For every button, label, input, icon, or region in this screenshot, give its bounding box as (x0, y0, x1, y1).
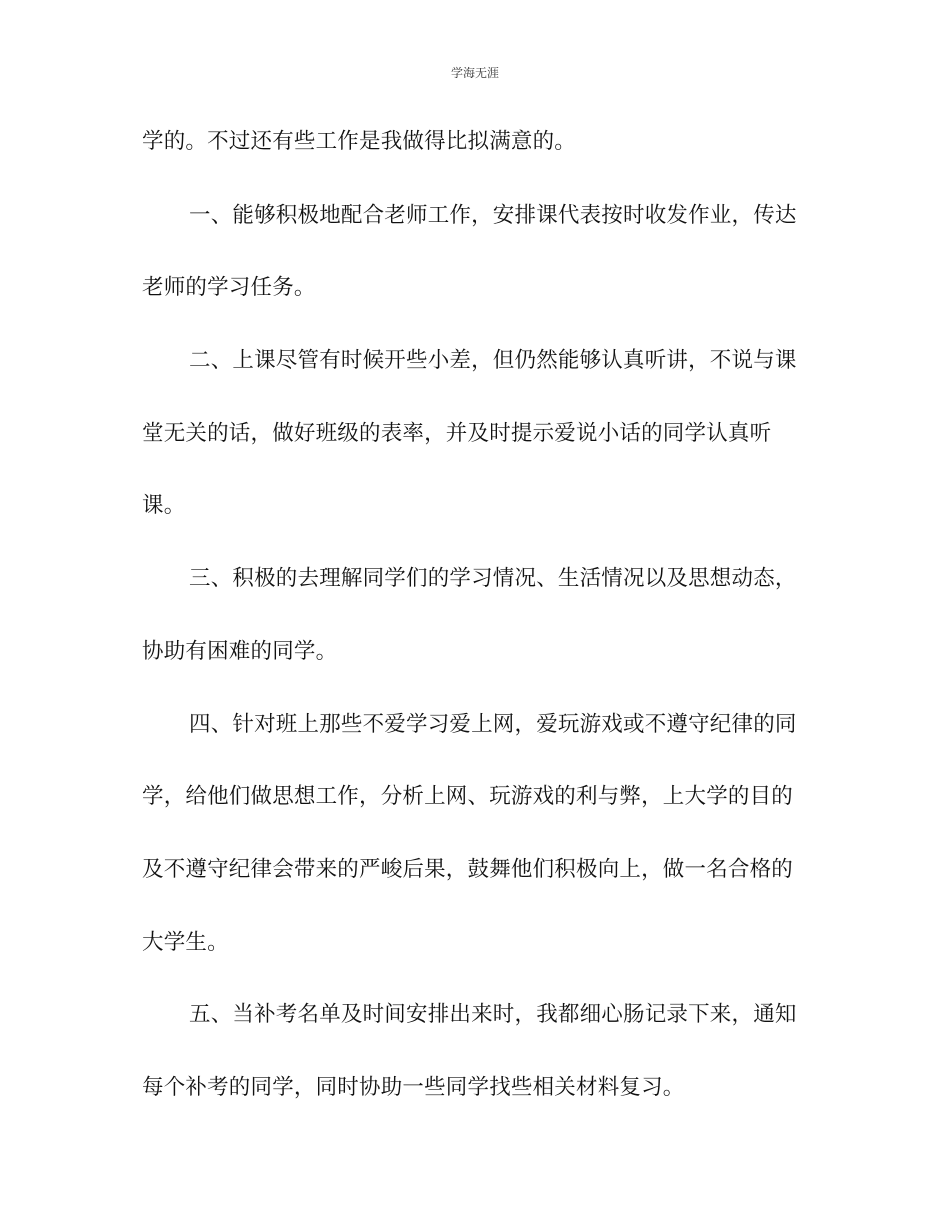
text-line: 协助有困难的同学。 (142, 639, 338, 664)
text-line: 及不遵守纪律会带来的严峻后果，鼓舞他们积极向上，做一名合格的 (142, 857, 794, 882)
text-line: 老师的学习任务。 (142, 275, 316, 300)
text-line: 课。 (142, 493, 186, 518)
page-header: 学海无涯 (450, 66, 499, 80)
text-line: 堂无关的话，做好班级的表率，并及时提示爱说小话的同学认真听 (142, 421, 772, 446)
text-line: 二、上课尽管有时候开些小差，但仍然能够认真听讲，不说与课 (189, 348, 797, 373)
text-line: 学的。不过还有些工作是我做得比拟满意的。 (142, 129, 577, 154)
text-line: 一、能够积极地配合老师工作，安排课代表按时收发作业，传达 (189, 203, 797, 228)
text-line: 学，给他们做思想工作，分析上网、玩游戏的利与弊，上大学的目的 (142, 784, 794, 809)
text-line: 三、积极的去理解同学们的学习情况、生活情况以及思想动态， (189, 566, 797, 591)
text-line: 五、当补考名单及时间安排出来时，我都细心肠记录下来，通知 (189, 1002, 797, 1027)
text-line: 四、针对班上那些不爱学习爱上网，爱玩游戏或不遵守纪律的同 (189, 712, 797, 737)
text-line: 每个补考的同学，同时协助一些同学找些相关材料复习。 (142, 1075, 685, 1100)
text-line: 大学生。 (142, 930, 229, 955)
